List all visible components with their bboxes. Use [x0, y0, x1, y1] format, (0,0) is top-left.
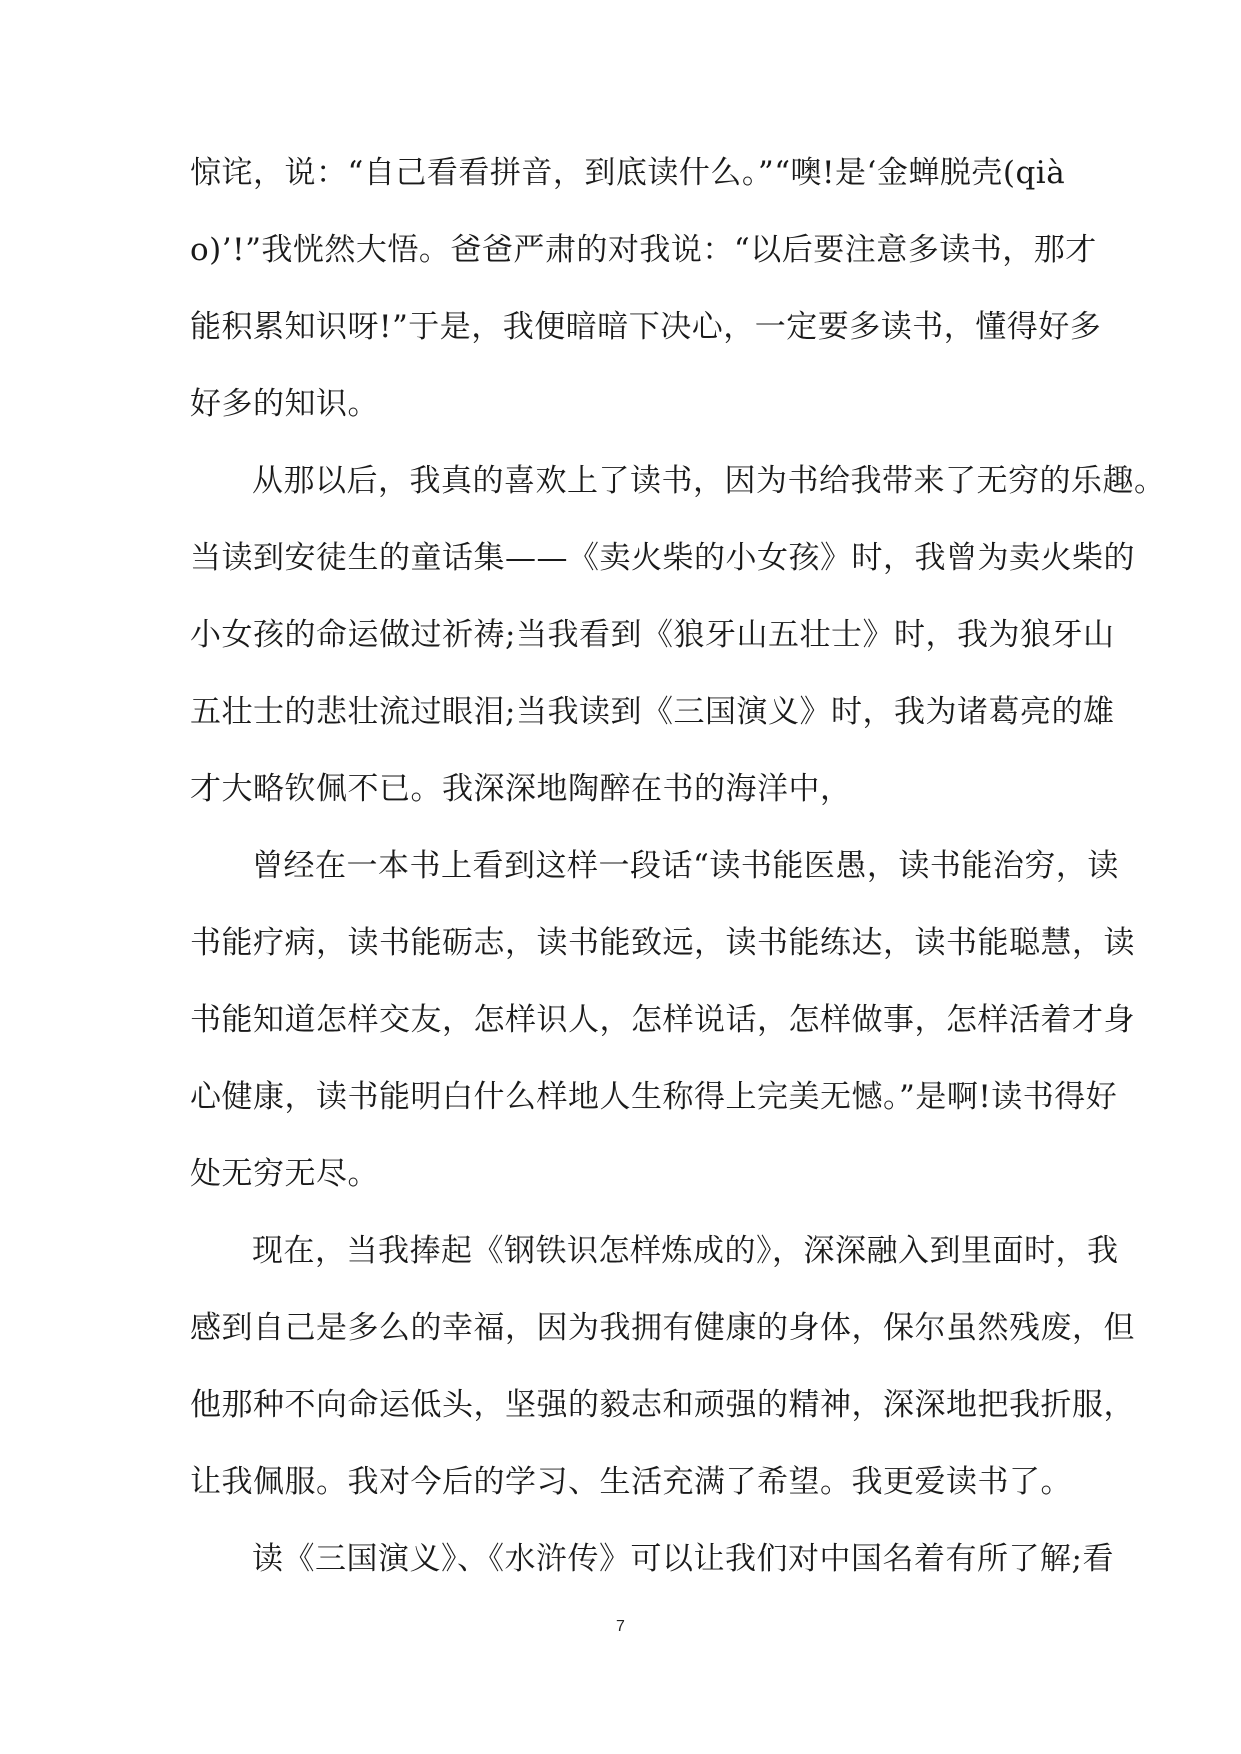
paragraph-first-line: 读《三国演义》、《水浒传》可以让我们对中国名着有所了解;看	[252, 1541, 1114, 1577]
text-line: 感到自己是多么的幸福，因为我拥有健康的身体，保尔虽然残废，但	[190, 1310, 1135, 1346]
text-line: 让我佩服。我对今后的学习、生活充满了希望。我更爱读书了。	[190, 1464, 1072, 1500]
paragraph-first-line: 曾经在一本书上看到这样一段话“读书能医愚，读书能治穷，读	[252, 848, 1119, 884]
paragraph-first-line: 从那以后，我真的喜欢上了读书，因为书给我带来了无穷的乐趣。	[252, 463, 1166, 499]
text-line: 他那种不向命运低头，坚强的毅志和顽强的精神，深深地把我折服，	[190, 1387, 1135, 1423]
text-line: 小女孩的命运做过祈祷;当我看到《狼牙山五壮士》时，我为狼牙山	[190, 617, 1115, 653]
text-line: 才大略钦佩不已。我深深地陶醉在书的海洋中，	[190, 771, 852, 807]
page-number: 7	[616, 1618, 625, 1635]
text-line: 五壮士的悲壮流过眼泪;当我读到《三国演义》时，我为诸葛亮的雄	[190, 694, 1115, 730]
body-text	[190, 140, 1166, 1603]
text-line: 惊诧，说：“自己看看拼音，到底读什么。”“噢!是‘金蝉脱壳(qià	[190, 155, 1066, 191]
text-line: 书能疗病，读书能砺志，读书能致远，读书能练达，读书能聪慧，读	[190, 925, 1135, 961]
text-line: 当读到安徒生的童话集——《卖火柴的小女孩》时，我曾为卖火柴的	[190, 540, 1135, 576]
text-line: o)’!”我恍然大悟。爸爸严肃的对我说：“以后要注意多读书，那才	[190, 232, 1097, 268]
text-line: 心健康，读书能明白什么样地人生称得上完美无憾。”是啊!读书得好	[190, 1079, 1118, 1115]
text-line: 书能知道怎样交友，怎样识人，怎样说话，怎样做事，怎样活着才身	[190, 1002, 1135, 1038]
text-line: 处无穷无尽。	[190, 1156, 379, 1192]
text-line: 能积累知识呀!”于是，我便暗暗下决心，一定要多读书，懂得好多	[190, 309, 1102, 345]
paragraph-first-line: 现在，当我捧起《钢铁识怎样炼成的》，深深融入到里面时，我	[252, 1233, 1119, 1269]
text-line: 好多的知识。	[190, 386, 379, 422]
